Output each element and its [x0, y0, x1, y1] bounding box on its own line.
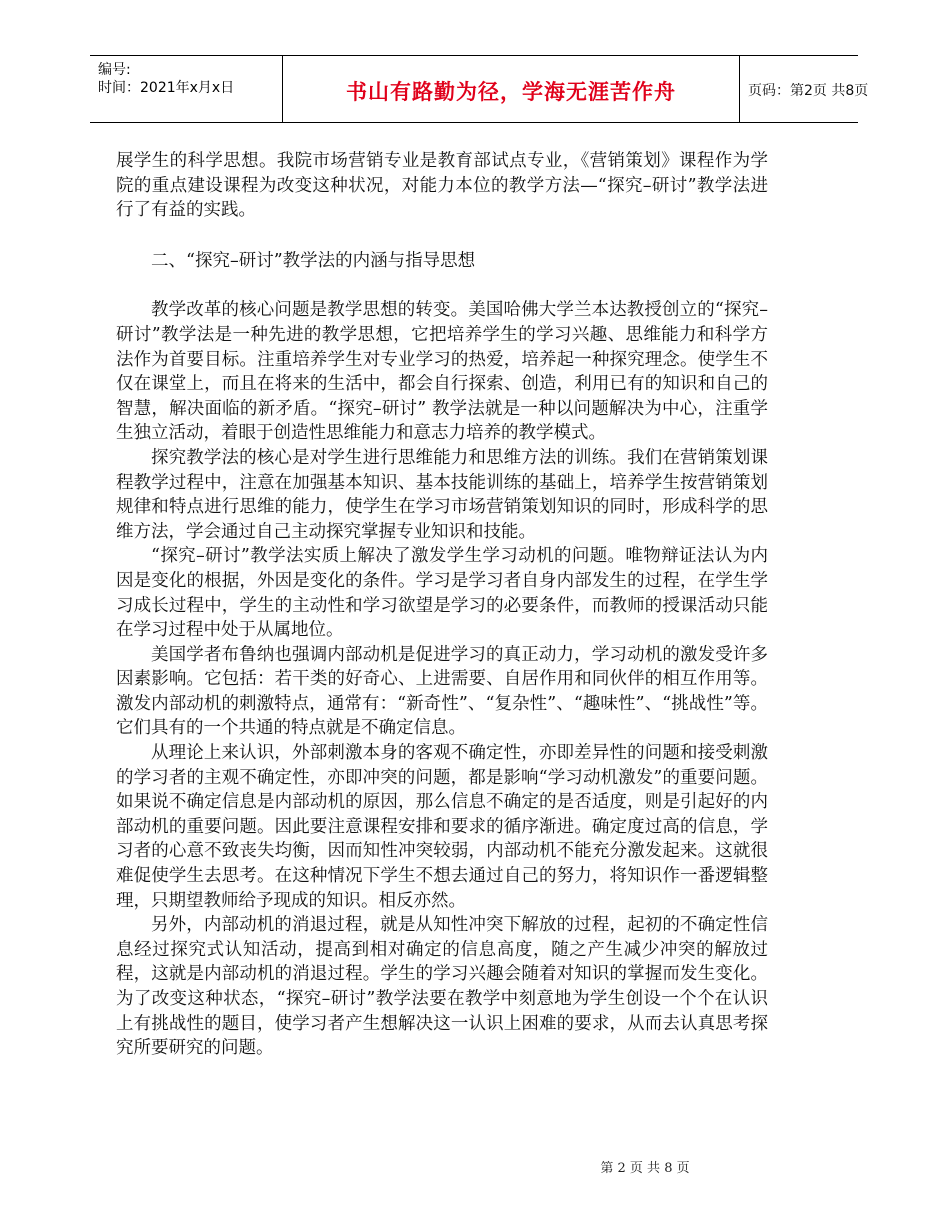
document-number-label: 编号: [98, 62, 131, 78]
paragraph: 从理论上来认识，外部刺激本身的客观不确定性，亦即差异性的问题和接受刺激的学习者的主观不确定性，亦即冲突的问题，都是影响“学习动机激发”的重要问题。如果说不确定信息是内部动机的原因，那么信息不确定的是否适度，则是引起好的内部动机的重要问题。因此要注意课程安排和要求的循序渐进。确定度过高的信息，学习者的心意不致丧失均衡，因而知性冲突较弱，内部动机不能充分激发起来。这就很难促使学生去思考。在这种情况下学生不想去通过自己的努力，将知识作一番逻辑整理，只期望教师给予现成的知识。相反亦然。 [116, 743, 768, 911]
header-right-cell [738, 56, 869, 122]
paragraph: “探究–研讨”教学法实质上解决了激发学生学习动机的问题。唯物辩证法认为内因是变化的根据，外因是变化的条件。学习是学习者自身内部发生的过程，在学生学习成长过程中，学生的主动性和学习欲望是学习的必要条件，而教师的授课活动只能在学习过程中处于从属地位。 [116, 546, 768, 641]
header-table [90, 55, 869, 123]
header-left-cell [90, 56, 282, 122]
paragraph: 探究教学法的核心是对学生进行思维能力和思维方法的训练。我们在营销策划课程教学过程中，注意在加强基本知识、基本技能训练的基础上，培养学生按营销策划规律和特点进行思维的能力，使学生在学习市场营销策划知识的同时，形成科学的思维方法，学会通过自己主动探究掌握专业知识和技能。 [116, 447, 768, 542]
header-middle-cell [282, 56, 740, 122]
section-heading: 二、“探究–研讨”教学法的内涵与指导思想 [151, 250, 476, 271]
footer-page-number: 第 2 页 共 8 页 [600, 1161, 690, 1176]
header-page-info: 页码：第2页 共8页 [748, 83, 869, 99]
document-body [116, 149, 768, 1061]
paragraph-continuation: 展学生的科学思想。我院市场营销专业是教育部试点专业，《营销策划》课程作为学院的重点建设课程为改变这种状况，对能力本位的教学方法—“探究–研讨”教学法进行了有益的实践。 [116, 151, 768, 221]
paragraph: 另外，内部动机的消退过程，就是从知性冲突下解放的过程，起初的不确定性信息经过探究式认知活动，提高到相对确定的信息高度，随之产生减少冲突的解放过程，这就是内部动机的消退过程。学生的学习兴趣会随着对知识的掌握而发生变化。为了改变这种状态，“探究–研讨”教学法要在教学中刻意地为学生创设一个个在认识上有挑战性的题目，使学习者产生想解决这一认识上困难的要求，从而去认真思考探究所要研究的问题。 [116, 915, 768, 1059]
page-footer [0, 1157, 950, 1176]
header-motto: 书山有路勤为径，学海无涯苦作舟 [346, 80, 676, 104]
document-time-label: 时间：2021年x月x日 [98, 80, 235, 96]
paragraph: 美国学者布鲁纳也强调内部动机是促进学习的真正动力，学习动机的激发受许多因素影响。它包括：若干类的好奇心、上进需要、自居作用和同伙伴的相互作用等。激发内部动机的刺激特点，通常有：“新奇性”、“复杂性”、“趣味性”、“挑战性”等。它们具有的一个共通的特点就是不确定信息。 [116, 644, 768, 739]
paragraph: 教学改革的核心问题是教学思想的转变。美国哈佛大学兰本达教授创立的“探究–研讨”教学法是一种先进的教学思想，它把培养学生的学习兴趣、思维能力和科学方法作为首要目标。注重培养学生对专业学习的热爱，培养起一种探究理念。使学生不仅在课堂上，而且在将来的生活中，都会自行探索、创造，利用已有的知识和自己的智慧，解决面临的新矛盾。“探究–研讨” 教学法就是一种以问题解决为中心，注重学生独立活动，着眼于创造性思维能力和意志力培养的教学模式。 [116, 300, 768, 444]
